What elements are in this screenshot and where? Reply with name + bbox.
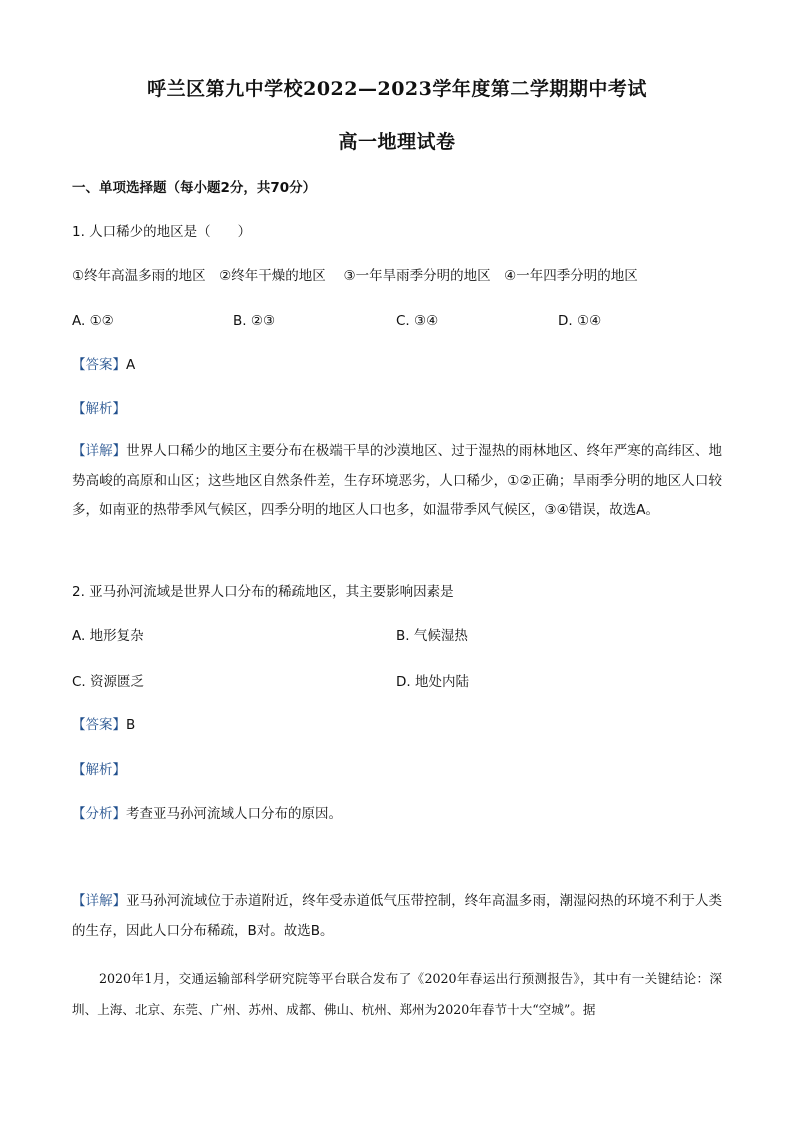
- question-2-option-b: B. 气候湿热: [396, 628, 468, 644]
- detail-text: 世界人口稀少的地区主要分布在极端干旱的沙漠地区、过于湿热的雨林地区、终年严寒的高纬区、地势高峻的高原和山区；这些地区自然条件差，生存环境恶劣，人口稀少，①②正确；旱雨季分明的地区人口较多，如南亚的热带季风气候区，四季分明的地区人口也多，如温带季风气候区，③④错误，故选A。: [72, 443, 723, 518]
- question-1-option-d: D. ①④: [558, 313, 602, 329]
- exam-subtitle: 高一地理试卷: [338, 131, 456, 153]
- reading-passage: [72, 963, 722, 1025]
- question-1-option-b: B. ②③: [233, 313, 276, 329]
- question-2-detail: [72, 887, 722, 946]
- question-2-option-d: D. 地处内陆: [396, 674, 469, 690]
- question-1-option-c: C. ③④: [396, 313, 439, 329]
- answer-label: 【答案】: [72, 717, 126, 733]
- question-1-answer: [72, 356, 722, 374]
- answer-value: A: [126, 357, 136, 373]
- detail-text: 亚马孙河流域位于赤道附近，终年受赤道低气压带控制，终年高温多雨，潮湿闷热的环境不利于人类的生存，因此人口分布稀疏，B对。故选B。: [72, 893, 723, 939]
- question-2-option-a: A. 地形复杂: [72, 628, 144, 644]
- answer-label: 【答案】: [72, 357, 126, 373]
- fenxi-text: 考查亚马孙河流域人口分布的原因。: [126, 806, 342, 822]
- question-1-statements: ①终年高温多雨的地区 ②终年干燥的地区 ③一年旱雨季分明的地区 ④一年四季分明的地区: [72, 268, 638, 284]
- question-2-analysis-label: 【解析】: [72, 762, 126, 778]
- question-2-stem: 2. 亚马孙河流域是世界人口分布的稀疏地区，其主要影响因素是: [72, 584, 454, 600]
- question-1-detail: [72, 437, 722, 526]
- question-1-option-a: A. ①②: [72, 313, 114, 329]
- detail-label: 【详解】: [72, 443, 127, 459]
- question-1-stem: 1. 人口稀少的地区是（ ）: [72, 224, 252, 240]
- passage-text: 2020年1月，交通运输部科学研究院等平台联合发布了《2020年春运出行预测报告》，其中有一关键结论：深圳、上海、北京、东莞、广州、苏州、成都、佛山、杭州、郑州为2020年春节十大“空城”。据: [72, 971, 722, 1017]
- detail-label: 【详解】: [72, 893, 127, 909]
- exam-title: 呼兰区第九中学校2022—2023学年度第二学期期中考试: [147, 78, 647, 100]
- answer-value: B: [126, 717, 136, 733]
- question-2-option-c: C. 资源匮乏: [72, 674, 145, 690]
- question-2-answer: [72, 716, 722, 734]
- fenxi-label: 【分析】: [72, 806, 126, 822]
- question-2-fenxi: [72, 805, 722, 823]
- question-1-analysis-label: 【解析】: [72, 401, 126, 417]
- section-heading: 一、单项选择题（每小题2分，共70分）: [72, 180, 317, 196]
